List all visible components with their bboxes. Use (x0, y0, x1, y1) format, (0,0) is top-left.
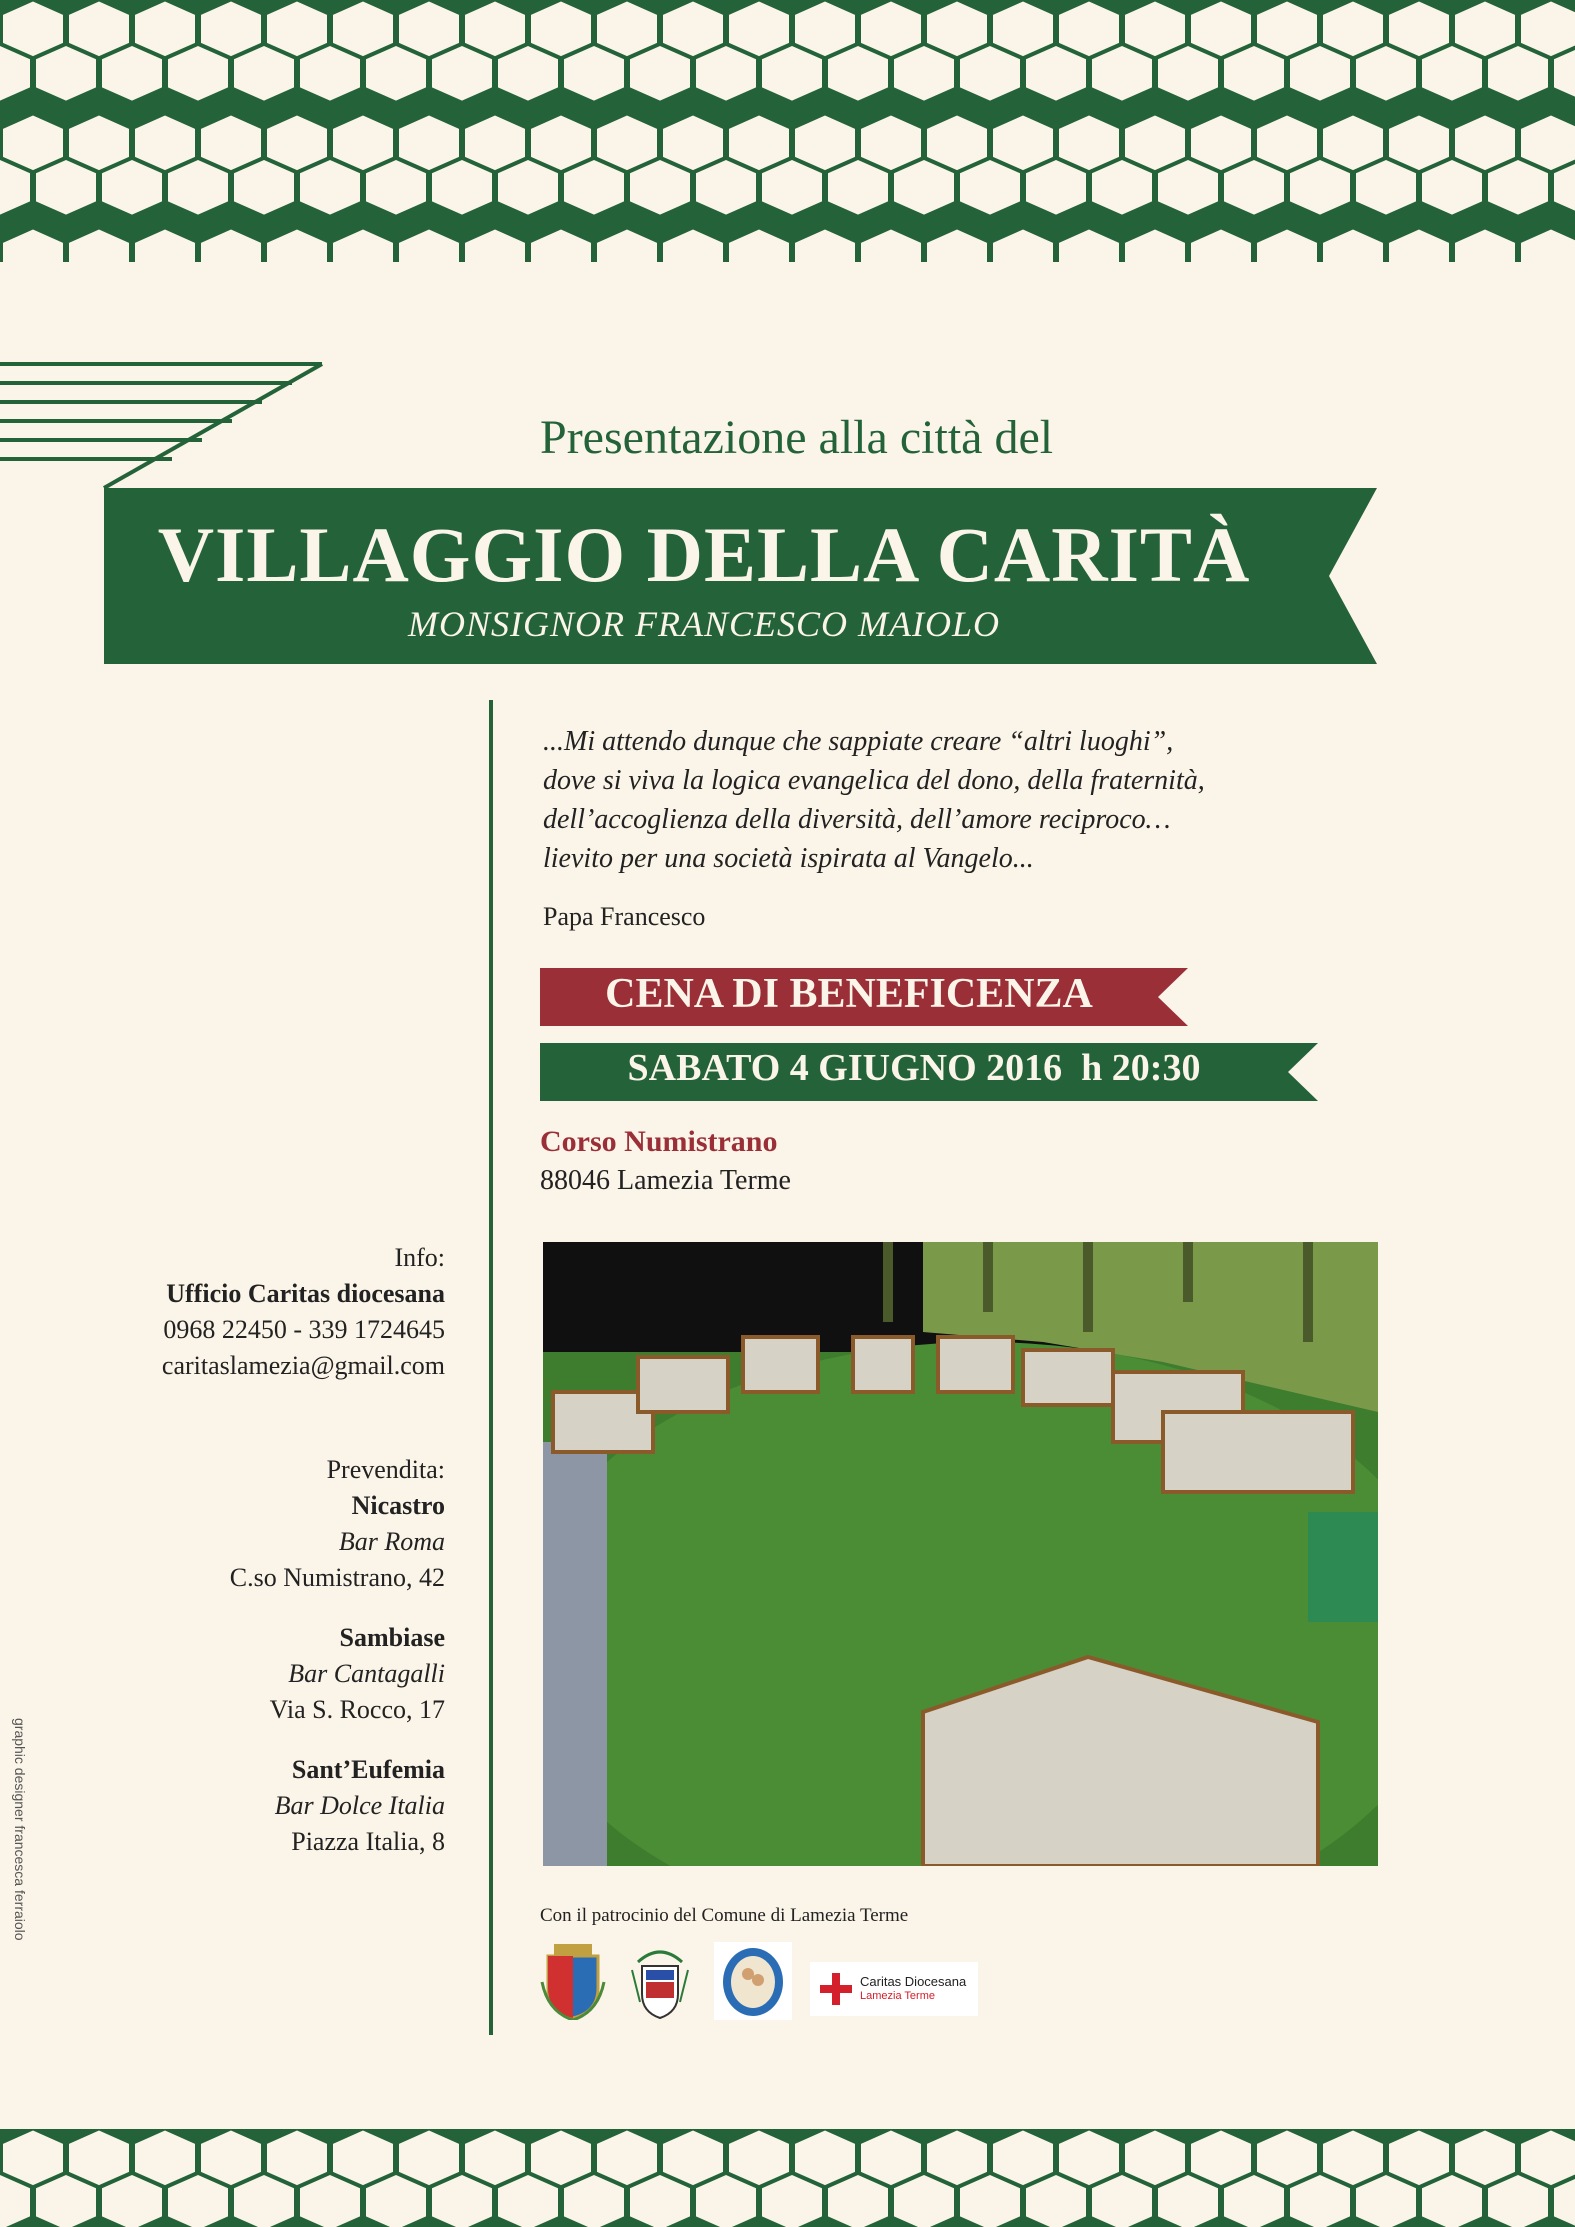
quote-line: lievito per una società ispirata al Vangelo... (543, 843, 1034, 874)
presale-town: Sant’Eufemia (291, 1755, 445, 1784)
quote-block (543, 722, 1343, 878)
diocese-coat-of-arms-logo (628, 1942, 692, 2020)
presale-block (90, 1452, 445, 1860)
info-label: Info: (394, 1243, 445, 1272)
quote-line: dove si viva la logica evangelica del dono, della fraternità, (543, 765, 1205, 796)
info-email[interactable]: caritaslamezia@gmail.com (161, 1351, 445, 1380)
info-office: Ufficio Caritas diocesana (166, 1279, 445, 1308)
hexagon-pattern-top (0, 0, 1575, 262)
presale-bar: Bar Dolce Italia (274, 1791, 445, 1820)
comune-crest-logo (540, 1942, 606, 2020)
designer-credit: graphic designer francesca ferraiolo (12, 1718, 28, 1941)
presale-label: Prevendita: (326, 1455, 445, 1484)
caritas-logo-line1: Caritas Diocesana (860, 1974, 967, 1989)
hexagon-pattern-bottom (0, 2129, 1575, 2227)
info-phones: 0968 22450 - 339 1724645 (163, 1315, 445, 1344)
presale-town: Sambiase (339, 1623, 445, 1652)
intro-text: Presentazione alla città del (540, 411, 1054, 464)
page-subtitle: MONSIGNOR FRANCESCO MAIOLO (408, 604, 1000, 644)
jubilee-mercy-logo (714, 1942, 792, 2020)
village-render-image (543, 1242, 1378, 1866)
caritas-diocesana-logo (810, 1962, 978, 2016)
presale-bar: Bar Roma (338, 1527, 445, 1556)
presale-address: Via S. Rocco, 17 (269, 1695, 445, 1724)
info-block (90, 1240, 445, 1384)
presale-address: Piazza Italia, 8 (291, 1827, 445, 1856)
quote-author: Papa Francesco (543, 902, 706, 931)
page-title: VILLAGGIO DELLA CARITÀ (157, 511, 1251, 598)
quote-line: ...Mi attendo dunque che sappiate creare “altri luoghi”, (543, 726, 1174, 757)
decorative-stripes (0, 360, 330, 490)
caritas-logo-line2: Lamezia Terme (860, 1990, 935, 2002)
patronage-text: Con il patrocinio del Comune di Lamezia Terme (540, 1905, 909, 1926)
event-datetime: SABATO 4 GIUGNO 2016 h 20:30 (627, 1047, 1201, 1089)
event-name: CENA DI BENEFICENZA (605, 971, 1093, 1017)
event-street: Corso Numistrano (540, 1125, 778, 1158)
presale-address: C.so Numistrano, 42 (229, 1563, 445, 1592)
quote-line: dell’accoglienza della diversità, dell’amore reciproco… (543, 804, 1171, 835)
presale-town: Nicastro (351, 1491, 445, 1520)
vertical-divider (489, 700, 493, 2035)
event-city: 88046 Lamezia Terme (540, 1165, 791, 1196)
presale-bar: Bar Cantagalli (288, 1659, 445, 1688)
caritas-cross-icon (818, 1971, 854, 2007)
